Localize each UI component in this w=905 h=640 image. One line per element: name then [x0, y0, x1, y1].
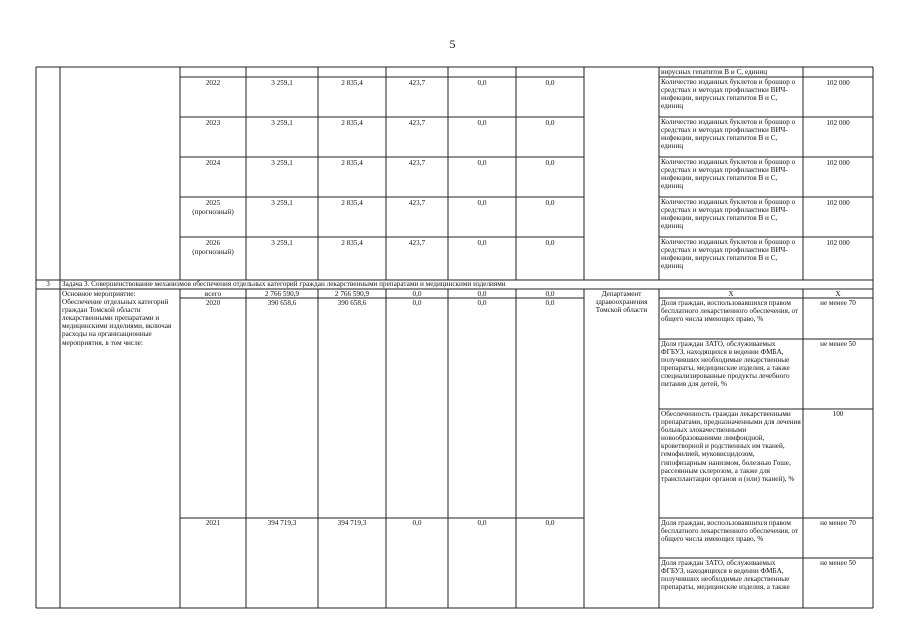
other-cell: 0,0 [545, 239, 555, 247]
year-cell: 2025 [205, 199, 221, 207]
year-cell: всего [204, 290, 222, 298]
local-cell: 0,0 [477, 519, 487, 527]
regional-cell: 423,7 [408, 159, 426, 167]
year-cell: 2023 [205, 119, 221, 127]
local-cell: 0,0 [477, 239, 487, 247]
target-cell: 102 000 [826, 159, 850, 167]
target-cell: не менее 70 [820, 519, 856, 527]
page-number: 5 [449, 37, 456, 51]
total-cell: 3 259,1 [271, 159, 293, 167]
indicator-cell: Доля граждан ЗАТО, обслуживаемых ФГБУЗ, находящихся в ведении ФМБА, получивших необходимые лекарственные препараты, медицинские изделия, а также [661, 559, 790, 592]
total-cell: 2 766 590,9 [264, 290, 300, 298]
target-cell: Х [835, 290, 841, 298]
target-cell: 102 000 [826, 239, 850, 247]
federal-cell: 2 835,4 [341, 199, 363, 207]
target-cell: не менее 50 [820, 340, 856, 348]
indicator-cell: Обеспеченность граждан лекарственными препаратами, предназначенными для лечения больных злокачественными новообразованиями лимфоидной, кроветворной и родственных им тканей, гемофилией, муковисцидозом, гипофизарным нанизмом, болезнью Гоше, рассеянным склерозом, а также для трансплантации органов и (или) тканей), % [661, 410, 801, 483]
indicator-continued: вирусных гепатитов В и С, единиц [661, 68, 768, 76]
federal-cell: 2 835,4 [341, 239, 363, 247]
year-cell: 2022 [205, 79, 221, 87]
indicator-cell: Х [728, 290, 734, 298]
forecast-note: (прогнозный) [192, 208, 234, 216]
local-cell: 0,0 [477, 299, 487, 307]
indicator-cell: Количество изданных буклетов и брошюр о средствах и методах профилактики ВИЧ-инфекции, вирусных гепатитов В и С, единиц [661, 238, 796, 271]
federal-cell: 390 658,6 [337, 299, 367, 307]
indicator-cell: Количество изданных буклетов и брошюр о средствах и методах профилактики ВИЧ-инфекции, вирусных гепатитов В и С, единиц [661, 78, 796, 111]
year-cell: 2020 [205, 299, 221, 307]
other-cell: 0,0 [545, 199, 555, 207]
federal-cell: 2 835,4 [341, 159, 363, 167]
local-cell: 0,0 [477, 290, 487, 298]
other-cell: 0,0 [545, 519, 555, 527]
indicator-cell: Количество изданных буклетов и брошюр о средствах и методах профилактики ВИЧ-инфекции, вирусных гепатитов В и С, единиц [661, 118, 796, 151]
local-cell: 0,0 [477, 79, 487, 87]
task-number: 3 [46, 280, 50, 288]
year-cell: 2021 [205, 519, 221, 527]
total-cell: 3 259,1 [271, 119, 293, 127]
regional-cell: 423,7 [408, 119, 426, 127]
total-cell: 394 719,3 [267, 519, 297, 527]
regional-cell: 0,0 [412, 299, 422, 307]
regional-cell: 0,0 [412, 290, 422, 298]
main-event-description: Основное мероприятие: Обеспечение отдельных категорий граждан Томской области лекарственными препаратами и медицинскими изделиями, включая расходы на организационные мероприятия, в том числе: [62, 290, 172, 347]
target-cell: 102 000 [826, 79, 850, 87]
local-cell: 0,0 [477, 159, 487, 167]
responsible-executor: Департамент здравоохранения Томской области [595, 290, 648, 315]
federal-cell: 394 719,3 [337, 519, 367, 527]
indicator-cell: Доля граждан, воспользовавшихся правом бесплатного лекарственного обеспечения, от общего числа имеющих право, % [661, 519, 799, 544]
regional-cell: 423,7 [408, 199, 426, 207]
other-cell: 0,0 [545, 119, 555, 127]
local-cell: 0,0 [477, 199, 487, 207]
regional-cell: 423,7 [408, 239, 426, 247]
indicator-cell: Количество изданных буклетов и брошюр о средствах и методах профилактики ВИЧ-инфекции, вирусных гепатитов В и С, единиц [661, 198, 796, 231]
task-title: Задача 3. Совершенствование механизмов обеспечения отдельных категорий граждан лекарственными препаратами и медицинскими изделиями [62, 280, 506, 288]
federal-cell: 2 835,4 [341, 119, 363, 127]
regional-cell: 0,0 [412, 519, 422, 527]
other-cell: 0,0 [545, 79, 555, 87]
other-cell: 0,0 [545, 299, 555, 307]
indicator-cell: Количество изданных буклетов и брошюр о средствах и методах профилактики ВИЧ-инфекции, вирусных гепатитов В и С, единиц [661, 158, 796, 191]
target-cell: не менее 70 [820, 299, 856, 307]
federal-cell: 2 835,4 [341, 79, 363, 87]
year-cell: 2026 [205, 239, 221, 247]
total-cell: 3 259,1 [271, 239, 293, 247]
target-cell: 100 [832, 410, 844, 418]
forecast-note: (прогнозный) [192, 248, 234, 256]
other-cell: 0,0 [545, 290, 555, 298]
federal-cell: 2 766 590,9 [334, 290, 370, 298]
total-cell: 390 658,6 [267, 299, 297, 307]
target-cell: не менее 50 [820, 559, 856, 567]
indicator-cell: Доля граждан, воспользовавшихся правом бесплатного лекарственного обеспечения, от общего числа имеющих право, % [661, 299, 799, 324]
local-cell: 0,0 [477, 119, 487, 127]
total-cell: 3 259,1 [271, 199, 293, 207]
regional-cell: 423,7 [408, 79, 426, 87]
year-cell: 2024 [205, 159, 221, 167]
indicator-cell: Доля граждан ЗАТО, обслуживаемых ФГБУЗ, находящихся в ведении ФМБА, получивших необходимые лекарственные препараты, медицинские изделия, а также специализированные продукты лечебного питания для детей, % [661, 340, 790, 389]
target-cell: 102 000 [826, 199, 850, 207]
target-cell: 102 000 [826, 119, 850, 127]
other-cell: 0,0 [545, 159, 555, 167]
total-cell: 3 259,1 [271, 79, 293, 87]
